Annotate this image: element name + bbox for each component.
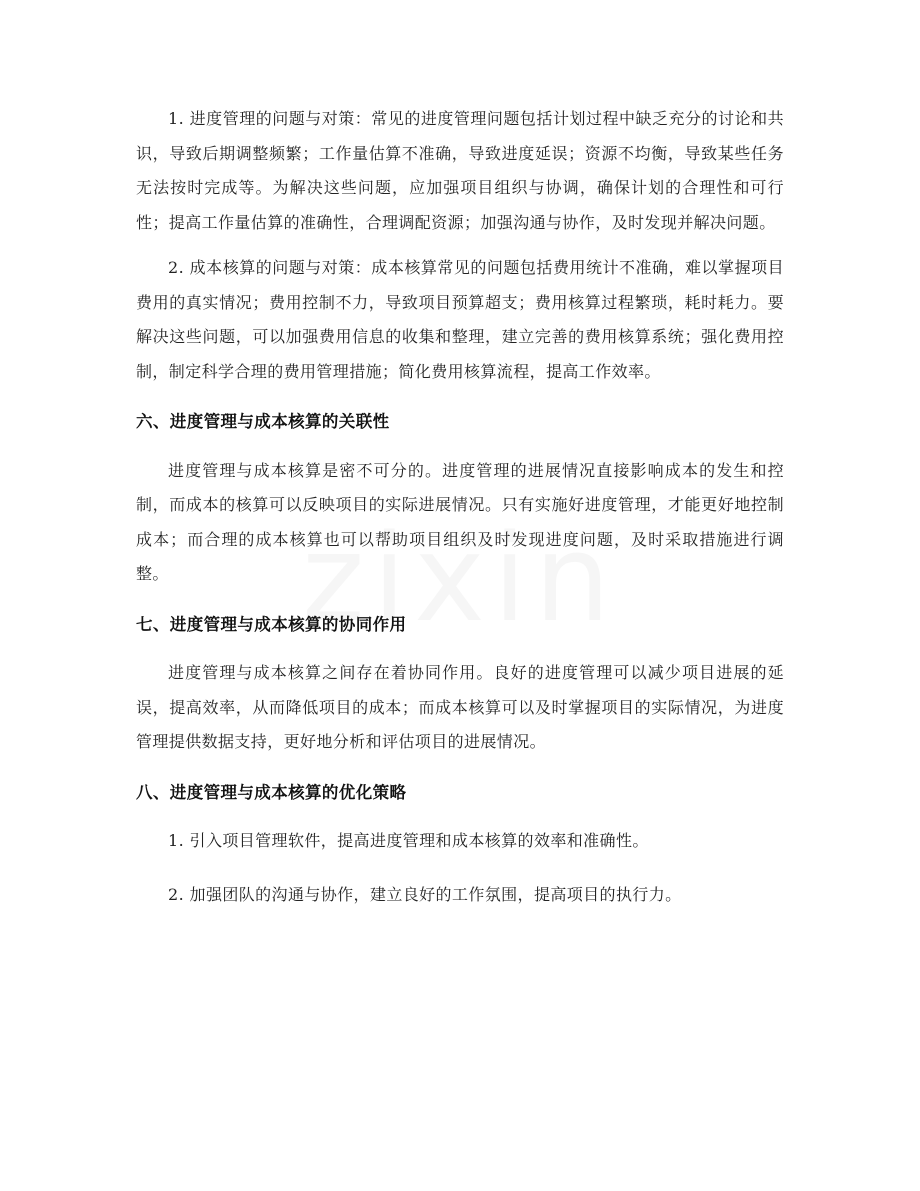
section-heading-6: 六、进度管理与成本核算的关联性: [136, 412, 390, 431]
list-item-strategy-1: 1. 引入项目管理软件，提高进度管理和成本核算的效率和准确性。: [168, 831, 649, 850]
list-item-strategy-2: 2. 加强团队的沟通与协作，建立良好的工作氛围，提高项目的执行力。: [168, 884, 682, 904]
section-heading-7: 七、进度管理与成本核算的协同作用: [136, 614, 407, 634]
document-body: [136, 102, 784, 931]
paragraph-cost-issues: 2. 成本核算的问题与对策：成本核算常见的问题包括费用统计不准确，难以掌握项目费用的真实情况；费用控制不力，导致项目预算超支；费用核算过程繁琐，耗时耗力。要解决这些问题，可以加强费用信息的收集和整理，建立完善的费用核算系统；强化费用控制，制定科学合理的费用管理措施；简化费用核算流程，提高工作效率。: [136, 258, 784, 381]
paragraph-relationship: 进度管理与成本核算是密不可分的。进度管理的进展情况直接影响成本的发生和控制，而成本的核算可以反映项目的实际进展情况。只有实施好进度管理，才能更好地控制成本；而合理的成本核算也可以帮助项目组织及时发现进度问题，及时采取措施进行调整。: [136, 460, 784, 583]
paragraph-schedule-issues: 1. 进度管理的问题与对策：常见的进度管理问题包括计划过程中缺乏充分的讨论和共识，导致后期调整频繁；工作量估算不准确，导致进度延误；资源不均衡，导致某些任务无法按时完成等。为解决这些问题，应加强项目组织与协调，确保计划的合理性和可行性；提高工作量估算的准确性，合理调配资源；加强沟通与协作，及时发现并解决问题。: [136, 109, 784, 232]
paragraph-synergy: 进度管理与成本核算之间存在着协同作用。良好的进度管理可以减少项目进展的延误，提高效率，从而降低项目的成本；而成本核算可以及时掌握项目的实际情况，为进度管理提供数据支持，更好地分析和评估项目的进展情况。: [136, 663, 784, 751]
section-heading-8: 八、进度管理与成本核算的优化策略: [136, 782, 407, 802]
